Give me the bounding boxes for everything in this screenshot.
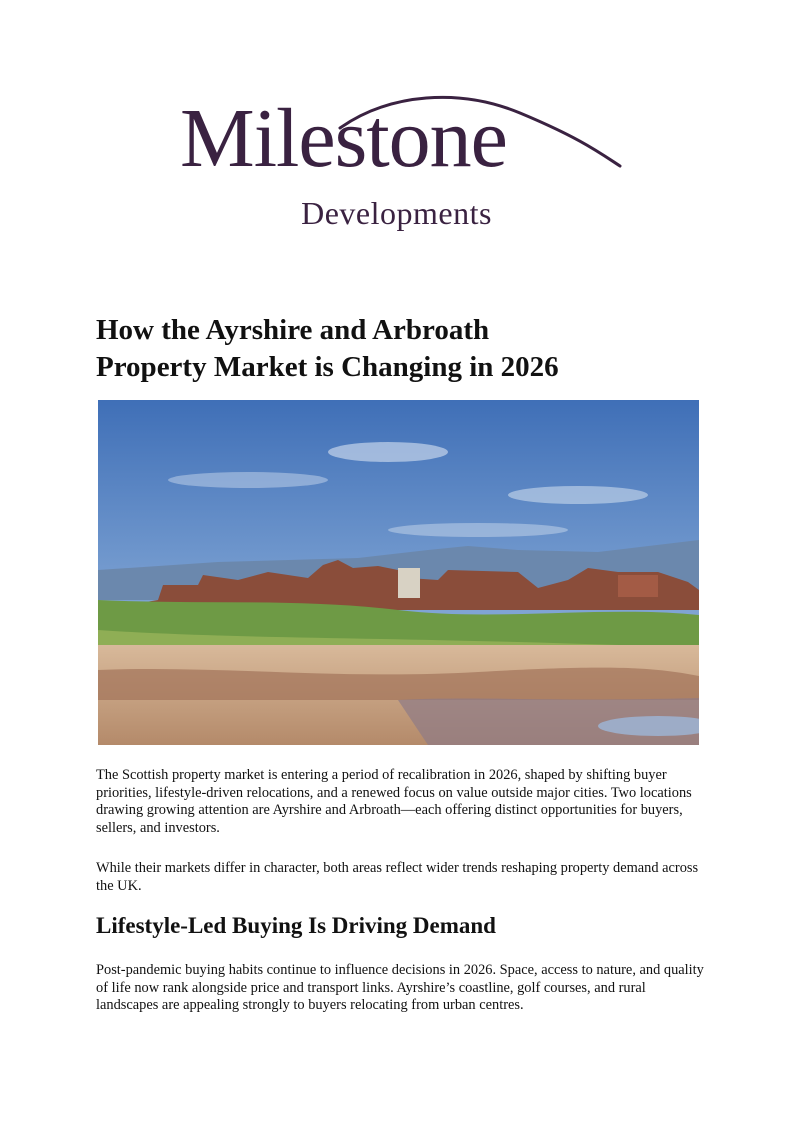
section-heading: Lifestyle-Led Buying Is Driving Demand bbox=[96, 913, 496, 938]
intro-paragraph: The Scottish property market is entering a period of recalibration in 2026, shaped by shifting buyer priorities, lifestyle-driven relocations, and a renewed focus on value outside major cities. Two locations drawing growing attention are Ayrshire and Arbroath—each offering distinct opportunities for buyers, sellers, and investors. bbox=[96, 767, 692, 836]
article-title-line-2: Property Market is Changing in 2026 bbox=[96, 351, 559, 383]
brand-logo bbox=[0, 88, 793, 238]
article-title-line-1: How the Ayrshire and Arbroath bbox=[96, 314, 490, 346]
second-paragraph: While their markets differ in character, both areas reflect wider trends reshaping property demand across the UK. bbox=[96, 860, 699, 894]
logo-tagline: Developments bbox=[301, 195, 492, 231]
coastal-town-photo bbox=[98, 400, 699, 745]
section-paragraph: Post-pandemic buying habits continue to influence decisions in 2026. Space, access to nature, and quality of life now rank alongside price and transport links. Ayrshire’s coastline, golf courses, and rural landscapes are appealing strongly to buyers relocating from urban centres. bbox=[96, 962, 704, 1014]
article-title bbox=[96, 312, 696, 386]
logo-wordmark: Milestone bbox=[180, 92, 507, 185]
logo-swoosh-icon bbox=[330, 88, 630, 178]
hero-image bbox=[98, 400, 699, 745]
